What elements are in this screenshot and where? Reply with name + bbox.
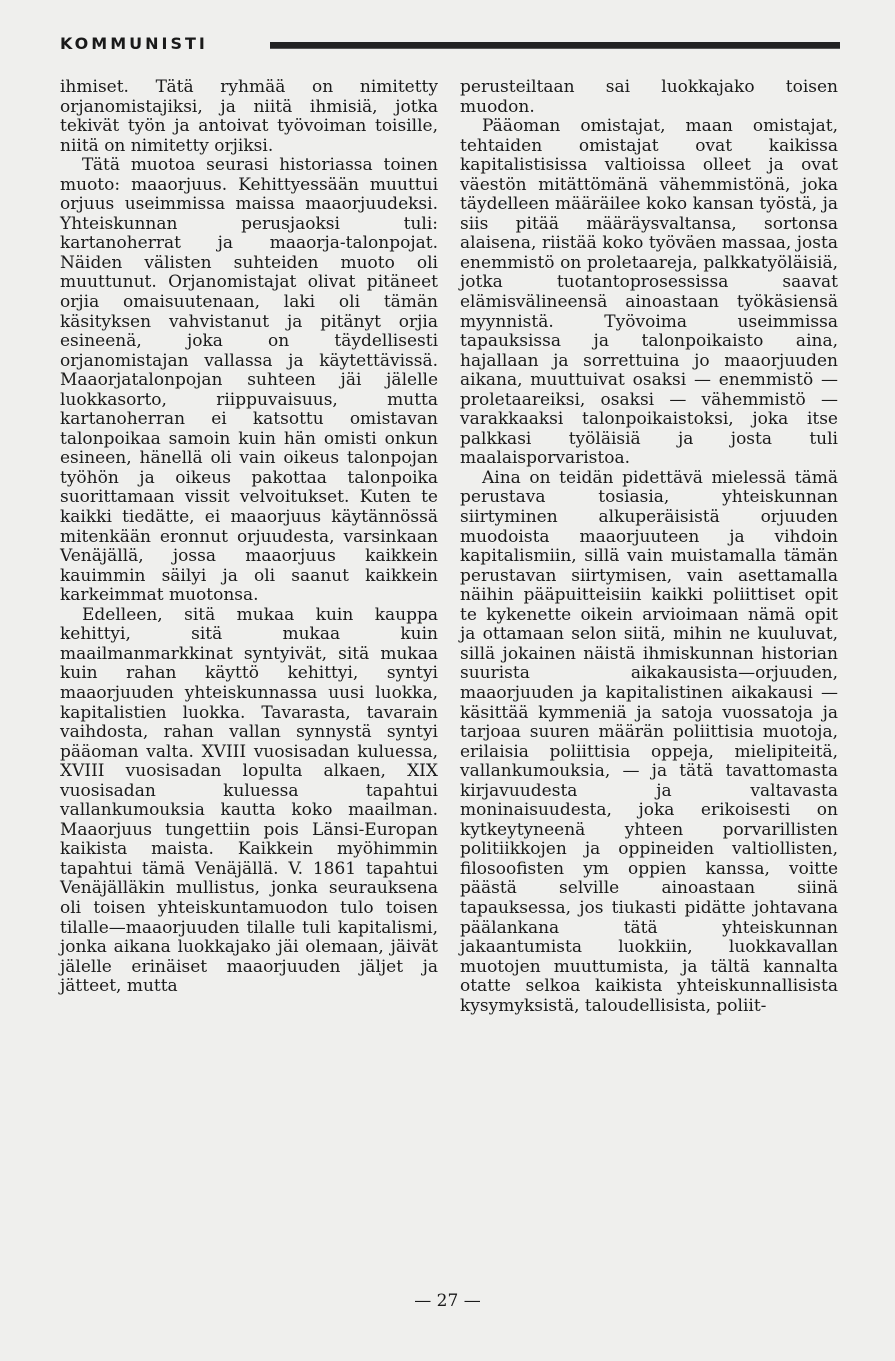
page-number: — 27 — bbox=[414, 1291, 481, 1311]
paragraph: Pääoman omistajat, maan omistajat, tehtaiden omistajat ovat kaikissa kapitalistisissa valtioissa olleet ja ovat väestön mitättömänä vähemmistönä, joka täydelleen määräilee koko kansan työstä, ja siis pitää määräysvaltansa, sortonsa alaisena, riistää koko työväen massaa, josta enemmistö on proletaareja, palkkatyöläisiä, jotka tuotantoprosessissa saavat elämisvälineensä ainoastaan työkäsiensä myynnistä. Työvoima useimmissa tapauksissa ja talonpoikaisto aina, hajallaan ja sorrettuina jo maaorjuuden aikana, muuttuivat osaksi — enemmistö — proletaareiksi, osaksi — vähemmistö — varakkaaksi talonpoikaistoksi, joka itse palkkasi työläisiä ja josta tuli maalaisporvaristoa. bbox=[460, 116, 838, 469]
paragraph: Aina on teidän pidettävä mielessä tämä perustava tosiasia, yhteiskunnan siirtyminen alkuperäisistä orjuuden muodoista maaorjuuteen ja vihdoin kapitalismiin, sillä vain muistamalla tämän perustavan siirtymisen, vain asettamalla näihin pääpuitteisiin kaikki poliittiset opit te kykenette oikein arvioimaan nämä opit ja ottamaan selon siitä, mihin ne kuuluvat, sillä jokainen näistä ihmiskunnan historian suurista aikakausista—orjuuden, maaorjuuden ja kapitalistinen aikakausi — käsittää kymmeniä ja satoja vuossatoja ja tarjoaa suuren määrän poliittisia muotoja, erilaisia poliittisia oppeja, mielipiteitä, vallankumouksia, — ja tätä tavattomasta kirjavuudesta ja valtavasta moninaisuudesta, joka erikoisesti on kytkeytyneenä yhteen porvarillisten politiikkojen ja oppineiden valtiollisten, filosoofisten ym oppien kanssa, voitte päästä selville ainoastaan siinä tapauksessa, jos tiukasti pidätte johtavana päälankana tätä yhteiskunnan jakaantumista luokkiin, luokkavallan muotojen muuttumista, ja tältä kannalta otatte selkoa kaikista yhteiskunnallisista kysymyksistä, taloudellisista, poliit- bbox=[460, 467, 838, 1016]
left-column bbox=[60, 78, 438, 1288]
paragraph: Tätä muotoa seurasi historiassa toinen muoto: maaorjuus. Kehittyessään muuttui orjuus useimmissa maissa maaorjuudeksi. Yhteiskunnan perusjaoksi tuli: kartanoherrat ja maaorja-talonpojat. Näiden välisten suhteiden muoto oli muuttunut. Orjanomistajat olivat pitäneet orjia omaisuutenaan, laki oli tämän käsityksen vahvistanut ja pitänyt orjia esineenä, joka on täydellisesti orjanomistajan vallassa ja käytettävissä. Maaorjatalonpojan suhteen jäi jälelle luokkasorto, riippuvaisuus, mutta kartanoherran ei katsottu omistavan talonpoikaa samoin kuin hän omisti onkun esineen, hänellä oli vain oikeus talonpojan työhön ja oikeus pakottaa talonpoika suorittamaan vissit velvoitukset. Kuten te kaikki tiedätte, ei maaorjuus käytännössä mitenkään eronnut orjuudesta, varsinkaan Venäjällä, jossa maaorjuus kaikkein kauimmin säilyi ja oli saanut kaikkein karkeimmat muotonsa. bbox=[60, 155, 438, 606]
header-rule bbox=[270, 42, 840, 49]
paragraph: Edelleen, sitä mukaa kuin kauppa kehittyi, sitä mukaa kuin maailmanmarkkinat syntyivät, sitä mukaa kuin rahan käyttö kehittyi, syntyi maaorjuuden yhteiskunnassa uusi luokka, kapitalistien luokka. Tavarasta, tavarain vaihdosta, rahan vallan synnystä syntyi pääoman valta. XVIII vuosisadan kuluessa, XVIII vuosisadan lopulta alkaen, XIX vuosisadan kuluessa tapahtui vallankumouksia kautta koko maailman. Maaorjuus tungettiin pois Länsi-Europan kaikista maista. Kaikkein myöhimmin tapahtui tämä Venäjällä. V. 1861 tapahtui Venäjälläkin mullistus, jonka seurauksena oli toisen yhteiskuntamuodon tulo toisen tilalle—maaorjuuden tilalle tuli kapitalismi, jonka aikana luokkajako jäi olemaan, jäivät jälelle erinäiset maaorjuuden jäljet ja jätteet, mutta bbox=[60, 604, 438, 997]
paragraph: ihmiset. Tätä ryhmää on nimitetty orjanomistajiksi, ja niitä ihmisiä, jotka tekivät työn ja antoivat työvoiman toisille, niitä on nimitetty orjiksi. bbox=[60, 77, 438, 156]
right-column bbox=[460, 78, 838, 1288]
running-title: KOMMUNISTI bbox=[60, 34, 208, 53]
page-header bbox=[60, 32, 840, 60]
paragraph: perusteiltaan sai luokkajako toisen muodon. bbox=[460, 77, 838, 117]
